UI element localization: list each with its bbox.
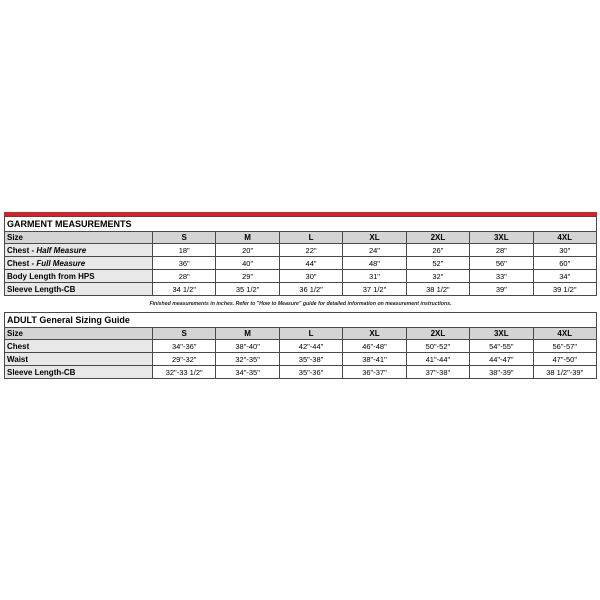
size-header-cell: 3XL bbox=[470, 328, 533, 340]
table-cell: 60" bbox=[533, 257, 596, 270]
table-cell: 29" bbox=[216, 270, 279, 283]
table-cell: 37"-38" bbox=[406, 366, 469, 379]
size-header-cell: XL bbox=[343, 232, 406, 244]
adult-sizing-table bbox=[4, 327, 597, 379]
size-header-label: Size bbox=[5, 232, 153, 244]
table-cell: 42"-44" bbox=[279, 340, 342, 353]
table-row bbox=[5, 353, 597, 366]
table-cell: 47"-50" bbox=[533, 353, 596, 366]
table-row bbox=[5, 257, 597, 270]
table-cell: 38"-40" bbox=[216, 340, 279, 353]
table-cell: 32"-33 1/2" bbox=[153, 366, 216, 379]
table-cell: 36" bbox=[153, 257, 216, 270]
table-cell: 20" bbox=[216, 244, 279, 257]
size-chart bbox=[4, 212, 597, 379]
row-label-emphasis: Full Measure bbox=[36, 258, 86, 268]
table-cell: 26" bbox=[406, 244, 469, 257]
table-cell: 38 1/2" bbox=[406, 283, 469, 296]
size-header-cell: 3XL bbox=[470, 232, 533, 244]
table-cell: 40" bbox=[216, 257, 279, 270]
size-header-label: Size bbox=[5, 328, 153, 340]
row-label: Sleeve Length-CB bbox=[5, 366, 153, 379]
table-cell: 36"-37" bbox=[343, 366, 406, 379]
table-cell: 31" bbox=[343, 270, 406, 283]
table-row bbox=[5, 340, 597, 353]
adult-sizing-title: ADULT General Sizing Guide bbox=[4, 312, 597, 327]
size-header-cell: 4XL bbox=[533, 232, 596, 244]
table-cell: 56" bbox=[470, 257, 533, 270]
garment-measurements-title: GARMENT MEASUREMENTS bbox=[4, 216, 597, 231]
table-cell: 35"-38" bbox=[279, 353, 342, 366]
table-cell: 30" bbox=[279, 270, 342, 283]
table-cell: 32"-35" bbox=[216, 353, 279, 366]
row-label bbox=[5, 283, 153, 296]
row-label: Chest bbox=[5, 340, 153, 353]
table-row bbox=[5, 270, 597, 283]
table-cell: 38"-39" bbox=[470, 366, 533, 379]
row-label bbox=[5, 244, 153, 257]
table-cell: 24" bbox=[343, 244, 406, 257]
table-cell: 46"-48" bbox=[343, 340, 406, 353]
table-cell: 44"-47" bbox=[470, 353, 533, 366]
row-label-main: Body Length from HPS bbox=[7, 271, 95, 281]
row-label bbox=[5, 257, 153, 270]
size-header-cell: L bbox=[279, 232, 342, 244]
table-row bbox=[5, 244, 597, 257]
table-cell: 33" bbox=[470, 270, 533, 283]
table-cell: 22" bbox=[279, 244, 342, 257]
table-row bbox=[5, 283, 597, 296]
size-header-cell: S bbox=[153, 232, 216, 244]
table-cell: 35 1/2" bbox=[216, 283, 279, 296]
table-cell: 34 1/2" bbox=[153, 283, 216, 296]
row-label-emphasis: Half Measure bbox=[36, 245, 87, 255]
table-cell: 34"-35" bbox=[216, 366, 279, 379]
table-cell: 18" bbox=[153, 244, 216, 257]
table-cell: 38 1/2"-39" bbox=[533, 366, 596, 379]
size-header-cell: 2XL bbox=[406, 232, 469, 244]
table-cell: 41"-44" bbox=[406, 353, 469, 366]
size-header-cell: L bbox=[279, 328, 342, 340]
row-label bbox=[5, 270, 153, 283]
row-label-main: Chest - bbox=[7, 245, 37, 255]
size-header-cell: XL bbox=[343, 328, 406, 340]
table-cell: 28" bbox=[153, 270, 216, 283]
row-label: Waist bbox=[5, 353, 153, 366]
table-cell: 39 1/2" bbox=[533, 283, 596, 296]
table-header-row bbox=[5, 232, 597, 244]
table-cell: 28" bbox=[470, 244, 533, 257]
size-header-cell: 4XL bbox=[533, 328, 596, 340]
table-cell: 34"-36" bbox=[153, 340, 216, 353]
table-cell: 30" bbox=[533, 244, 596, 257]
size-header-cell: 2XL bbox=[406, 328, 469, 340]
table-cell: 44" bbox=[279, 257, 342, 270]
table-cell: 48" bbox=[343, 257, 406, 270]
measurement-note: Finished measurements in inches. Refer to "How to Measure" guide for detailed information on measurement instructions. bbox=[149, 301, 452, 307]
table-cell: 56"-57" bbox=[533, 340, 596, 353]
garment-measurements-table bbox=[4, 231, 597, 296]
table-cell: 50"-52" bbox=[406, 340, 469, 353]
table-header-row bbox=[5, 328, 597, 340]
table-cell: 54"-55" bbox=[470, 340, 533, 353]
table-cell: 34" bbox=[533, 270, 596, 283]
table-cell: 32" bbox=[406, 270, 469, 283]
table-cell: 36 1/2" bbox=[279, 283, 342, 296]
row-label-main: Sleeve Length-CB bbox=[7, 284, 76, 294]
table-cell: 38"-41" bbox=[343, 353, 406, 366]
table-cell: 37 1/2" bbox=[343, 283, 406, 296]
table-cell: 52" bbox=[406, 257, 469, 270]
table-row bbox=[5, 366, 597, 379]
table-cell: 39" bbox=[470, 283, 533, 296]
row-label-main: Chest - bbox=[7, 258, 37, 268]
table-cell: 29"-32" bbox=[153, 353, 216, 366]
table-cell: 35"-36" bbox=[279, 366, 342, 379]
size-header-cell: S bbox=[153, 328, 216, 340]
size-header-cell: M bbox=[216, 232, 279, 244]
size-header-cell: M bbox=[216, 328, 279, 340]
